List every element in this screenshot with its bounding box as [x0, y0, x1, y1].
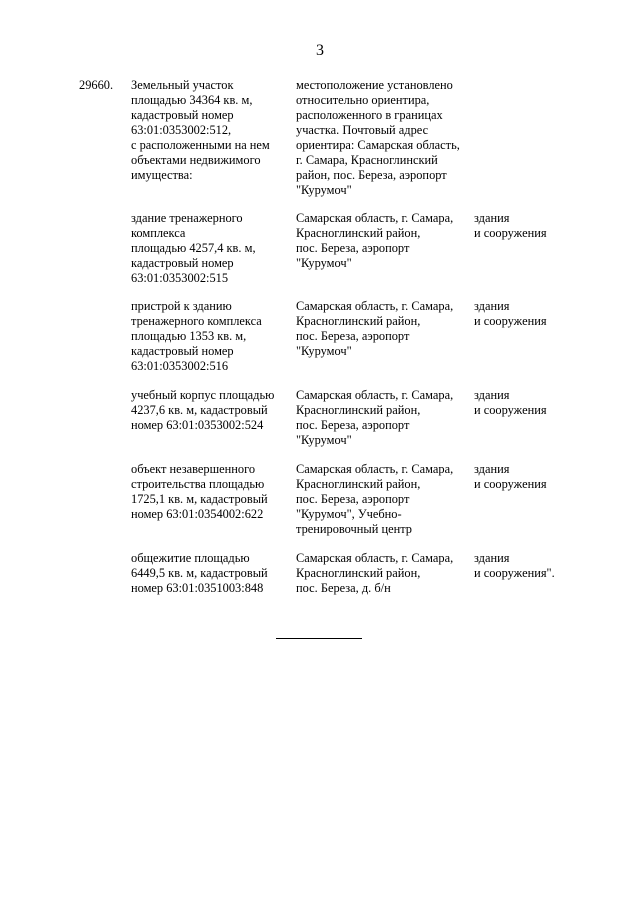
object-location: Самарская область, г. Самара, Красноглинский район, пос. Береза, аэропорт "Курумоч"	[296, 299, 454, 358]
closing-divider	[276, 638, 362, 639]
object-description: пристрой к зданию тренажерного комплекса площадью 1353 кв. м, кадастровый номер 63:01:0353002:516	[131, 299, 262, 373]
object-location: Самарская область, г. Самара, Красноглинский район, пос. Береза, д. б/н	[296, 551, 454, 595]
page-number: 3	[316, 42, 324, 59]
entry-number: 29660.	[79, 78, 114, 92]
object-location: Самарская область, г. Самара, Красноглинский район, пос. Береза, аэропорт "Курумоч"	[296, 211, 454, 270]
object-type: здания и сооружения	[474, 299, 547, 328]
object-type: здания и сооружения	[474, 388, 547, 417]
object-description: Земельный участок площадью 34364 кв. м, кадастровый номер 63:01:0353002:512, с расположенными на нем объектами недвижимого имущества:	[131, 78, 270, 182]
object-description: здание тренажерного комплекса площадью 4257,4 кв. м, кадастровый номер 63:01:0353002:515	[131, 211, 256, 285]
object-location: местоположение установлено относительно ориентира, расположенного в границах участка. Почтовый адрес ориентира: Самарская область, г. Самара, Красноглинский район, пос. Береза, аэропорт "Курумоч"	[296, 78, 460, 197]
object-type: здания и сооружения".	[474, 551, 555, 580]
object-type: здания и сооружения	[474, 211, 547, 240]
object-location: Самарская область, г. Самара, Красноглинский район, пос. Береза, аэропорт "Курумоч", Учебно- тренировочный центр	[296, 462, 454, 536]
object-description: учебный корпус площадью 4237,6 кв. м, кадастровый номер 63:01:0353002:524	[131, 388, 275, 432]
object-description: объект незавершенного строительства площадью 1725,1 кв. м, кадастровый номер 63:01:0354002:622	[131, 462, 268, 521]
object-location: Самарская область, г. Самара, Красноглинский район, пос. Береза, аэропорт "Курумоч"	[296, 388, 454, 447]
object-type: здания и сооружения	[474, 462, 547, 491]
object-description: общежитие площадью 6449,5 кв. м, кадастровый номер 63:01:0351003:848	[131, 551, 268, 595]
